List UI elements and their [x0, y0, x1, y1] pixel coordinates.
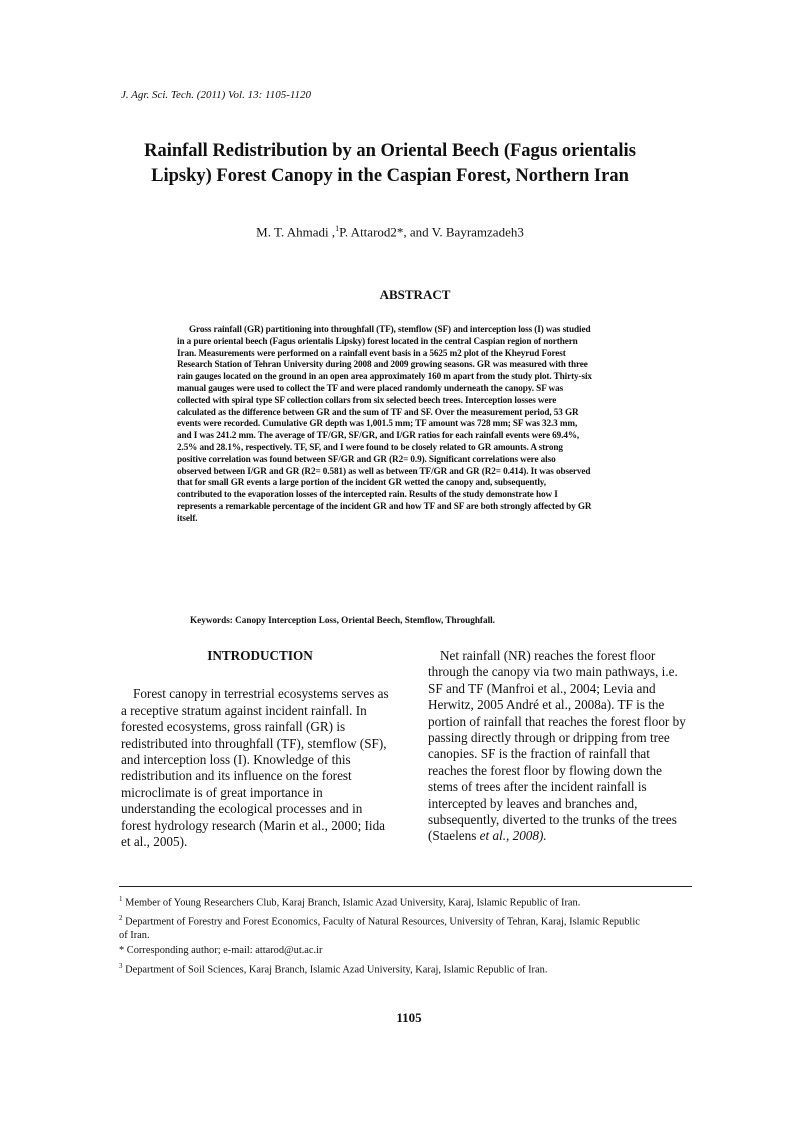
keywords: Keywords: Canopy Interception Loss, Oriental Beech, Stemflow, Throughfall.: [190, 615, 495, 625]
abstract-text: Gross rainfall (GR) partitioning into throughfall (TF), stemflow (SF) and interception loss (I) was studied in a pure oriental beech (Fagus orientalis Lipsky) forest located in the central Caspian region of northern Iran. Measurements were performed on a rainfall event basis in a 5625 m2 plot of the Kheyrud Forest Research Station of Tehran University during 2008 and 2009 growing seasons. GR was measured with three rain gauges located on the ground in an open area approximately 160 m apart from the study plot. Thirty-six manual gauges were used to collect the TF and were placed randomly underneath the canopy. SF was collected with spiral type SF collection collars from six selected beech trees. Interception losses were calculated as the difference between GR and the sum of TF and SF. Over the measurement period, 53 GR events were recorded. Cumulative GR depth was 1,001.5 mm; TF amount was 728 mm; SF was 32.3 mm, and I was 241.2 mm. The average of TF/GR, SF/GR, and I/GR ratios for each rainfall events were 69.4%, 2.5% and 28.1%, respectively. TF, SF, and I were found to be closely related to GR amounts. A strong positive correlation was found between SF/GR and GR (R2= 0.9). Significant correlations were also observed between I/GR and GR (R2= 0.581) as well as between TF/GR and GR (R2= 0.414). It was observed that for small GR events a large portion of the incident GR wetted the canopy and, subsequently, contributed to the evaporation losses of the intercepted rain. Results of the study demonstrate how I represents a remarkable percentage of the incident GR and how TF and SF are both strongly affected by GR itself.: [177, 324, 592, 523]
footnote-mark: 2: [119, 913, 123, 922]
introduction-heading: INTRODUCTION: [207, 648, 313, 663]
intro-paragraph-right-text: Net rainfall (NR) reaches the forest floor through the canopy via two main pathways, i.e. SF and TF (Manfroi et al., 2004; Levia and Herwitz, 2005 André et al., 2008a). TF is the portion of rainfall that reaches the forest floor by passing directly through or dripping from tree canopies. SF is the fraction of rainfall that reaches the forest floor by flowing down the stems of trees after the incident rainfall is intercepted by leaves and branches and, subsequently, diverted to the trunks of the trees (Staelens: [428, 648, 686, 844]
footnote-text: Member of Young Researchers Club, Karaj Branch, Islamic Azad University, Karaj, Islamic Republic of Iran.: [122, 897, 581, 909]
footnote-mark: 3: [119, 961, 123, 970]
footnote-corresponding: [119, 944, 649, 957]
footnotes: [119, 893, 649, 978]
footnote-divider: [119, 886, 692, 887]
footnote-text: Department of Forestry and Forest Economics, Faculty of Natural Resources, University of Tehran, Karaj, Islamic Republic of Iran.: [119, 916, 640, 941]
author-part-2: P. Attarod2*, and V. Bayramzadeh3: [339, 224, 524, 240]
journal-citation: J. Agr. Sci. Tech. (2011) Vol. 13: 1105-1120: [121, 89, 312, 101]
footnote-2: [119, 912, 649, 942]
footnote-3: [119, 960, 649, 977]
paper-title: [90, 139, 690, 189]
left-column: [121, 648, 391, 850]
page-number: 1105: [396, 1010, 422, 1025]
footnote-1: [119, 893, 649, 910]
abstract-heading: ABSTRACT: [379, 287, 451, 302]
footnote-text: Department of Soil Sciences, Karaj Branch, Islamic Azad University, Karaj, Islamic Republic of Iran.: [122, 964, 548, 976]
intro-paragraph-right: [428, 648, 692, 845]
footnote-mark: 1: [119, 895, 123, 903]
paper-title-line-1: Rainfall Redistribution by an Oriental Beech (Fagus orientalis: [144, 141, 636, 161]
right-column: [428, 648, 692, 845]
intro-paragraph-left: Forest canopy in terrestrial ecosystems serves as a receptive stratum against incident rainfall. In forested ecosystems, gross rainfall (GR) is redistributed into throughfall (TF), stemflow (SF), and interception loss (I). Knowledge of this redistribution and its influence on the forest microclimate is of great importance in understanding the ecological processes and in forest hydrology research (Marin et al., 2000; Iida et al., 2005).: [121, 686, 389, 850]
footnote-text: * Corresponding author; e-mail: attarod@ut.ac.ir: [119, 945, 323, 957]
author-part-1: M. T. Ahmadi ,: [256, 224, 336, 240]
paper-title-line-2: Lipsky) Forest Canopy in the Caspian Forest, Northern Iran: [151, 166, 629, 186]
author-list: [90, 224, 690, 240]
author-superscript: 1: [335, 224, 340, 233]
intro-paragraph-right-citation: et al., 2008).: [479, 828, 547, 844]
